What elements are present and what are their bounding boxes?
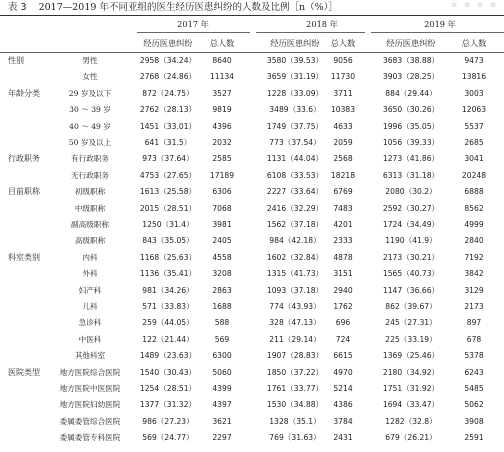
- dispute-count-cell: 986（27.23）: [142, 416, 194, 426]
- dispute-count-cell: 2015（28.51）: [139, 203, 197, 213]
- dispute-count-cell: 3489（33.6）: [269, 105, 321, 115]
- total-count-cell: 2568: [333, 154, 353, 164]
- total-count-cell: 2032: [212, 138, 232, 147]
- total-count-cell: 4397: [212, 400, 232, 410]
- total-count-cell: 2863: [212, 285, 232, 295]
- dispute-count-cell: 1489（23.63）: [139, 351, 197, 361]
- subgroup-label: 地方医院综合医院: [59, 367, 121, 377]
- total-count-cell: 3151: [333, 269, 353, 279]
- dispute-count-cell: 6108（33.53）: [266, 170, 324, 180]
- dispute-count-cell: 862（39.67）: [385, 302, 437, 311]
- total-count-cell: 588: [214, 318, 230, 328]
- total-count-cell: 4878: [333, 252, 353, 262]
- subgroup-label: 其他科室: [74, 351, 106, 361]
- subgroup-label: 中级职称: [74, 203, 106, 213]
- dispute-count-cell: 245（27.31）: [385, 318, 437, 328]
- total-count-cell: 2685: [464, 138, 484, 147]
- total-count-cell: 4633: [333, 121, 353, 131]
- year-header-2018: 2018 年: [306, 19, 338, 29]
- total-count-cell: 6769: [333, 187, 353, 197]
- total-count-cell: 5062: [464, 400, 484, 410]
- total-count-cell: 9473: [464, 56, 484, 65]
- dispute-count-cell: 1907（28.83）: [266, 351, 324, 361]
- total-count-cell: 3621: [212, 416, 232, 426]
- dispute-count-cell: 1273（41.86）: [382, 154, 440, 164]
- dispute-count-cell: 3683（38.88）: [382, 56, 440, 65]
- total-count-cell: 678: [466, 334, 482, 344]
- total-count-cell: 1688: [212, 302, 232, 311]
- dispute-count-cell: 1254（28.51）: [139, 384, 197, 393]
- dispute-count-cell: 1996（35.05）: [382, 121, 440, 131]
- total-count-cell: 18218: [330, 170, 356, 180]
- total-count-cell: 6300: [212, 351, 232, 361]
- total-count-cell: 3003: [464, 88, 484, 98]
- dispute-count-cell: 1613（25.58）: [139, 187, 197, 197]
- subgroup-label: 外科: [82, 269, 98, 279]
- subgroup-label: 儿科: [82, 302, 98, 311]
- total-count-cell: 20248: [461, 170, 487, 180]
- total-count-cell: 3981: [212, 220, 232, 229]
- col-header-disputes-2019: 经历医患纠纷: [386, 38, 436, 48]
- dispute-count-cell: 1168（25.63）: [139, 252, 197, 262]
- dispute-count-cell: 569（24.77）: [142, 433, 194, 443]
- dispute-count-cell: 6313（31.18）: [382, 170, 440, 180]
- subgroup-label: 40 ～ 49 岁: [69, 121, 111, 131]
- dispute-count-cell: 259（44.05）: [142, 318, 194, 328]
- total-count-cell: 3711: [333, 88, 353, 98]
- total-count-cell: 3527: [212, 88, 232, 98]
- dispute-count-cell: 1369（25.46）: [382, 351, 440, 361]
- total-count-cell: 4558: [212, 252, 232, 262]
- dispute-count-cell: 973（37.64）: [142, 154, 194, 164]
- total-count-cell: 11730: [330, 72, 356, 82]
- dispute-count-cell: 1250（31.4）: [142, 220, 194, 229]
- dispute-count-cell: 1328（35.1）: [269, 416, 321, 426]
- subgroup-label: 无行政职务: [71, 170, 109, 180]
- total-count-cell: 3129: [464, 285, 484, 295]
- total-count-cell: 897: [466, 318, 482, 328]
- subgroup-label: 副高级职称: [71, 220, 109, 229]
- subgroup-label: 50 岁及以上: [68, 138, 112, 147]
- dispute-count-cell: 3659（31.19）: [266, 72, 324, 82]
- dispute-count-cell: 4753（27.65）: [139, 170, 197, 180]
- dispute-count-cell: 2762（28.13）: [139, 105, 197, 115]
- dispute-count-cell: 225（33.19）: [385, 334, 437, 344]
- col-header-total-2019: 总人数: [461, 38, 487, 48]
- total-count-cell: 2173: [464, 302, 484, 311]
- dispute-count-cell: 211（29.14）: [269, 334, 321, 344]
- dispute-count-cell: 1694（33.47）: [382, 400, 440, 410]
- total-count-cell: 9056: [333, 56, 353, 65]
- dispute-count-cell: 1562（37.18）: [266, 220, 324, 229]
- category-label: 目前职称: [8, 187, 40, 197]
- total-count-cell: 5537: [464, 121, 484, 131]
- subgroup-label: 29 岁及以下: [68, 88, 112, 98]
- dispute-count-cell: 2592（30.27）: [382, 203, 440, 213]
- total-count-cell: 2585: [212, 154, 232, 164]
- dispute-count-cell: 1093（37.18）: [266, 285, 324, 295]
- top-rule: [0, 15, 504, 16]
- subgroup-label: 委属委管综合医院: [59, 416, 121, 426]
- total-count-cell: 5214: [333, 384, 353, 393]
- total-count-cell: 10383: [330, 105, 356, 115]
- total-count-cell: 696: [335, 318, 351, 328]
- subgroup-label: 地方医院中医医院: [59, 384, 121, 393]
- total-count-cell: 4396: [212, 121, 232, 131]
- total-count-cell: 7483: [333, 203, 353, 213]
- total-count-cell: 17189: [209, 170, 235, 180]
- table-caption: [8, 2, 338, 14]
- dispute-count-cell: 773（37.54）: [269, 138, 321, 147]
- col-header-disputes-2018: 经历医患纠纷: [270, 38, 320, 48]
- dispute-count-cell: 872（24.75）: [142, 88, 194, 98]
- total-count-cell: 8562: [464, 203, 484, 213]
- dispute-count-cell: 1540（30.43）: [139, 367, 197, 377]
- dispute-count-cell: 1190（41.9）: [385, 236, 437, 246]
- dispute-count-cell: 1724（34.49）: [382, 220, 440, 229]
- total-count-cell: 2297: [212, 433, 232, 443]
- subgroup-label: 内科: [82, 252, 98, 262]
- total-count-cell: 4201: [333, 220, 353, 229]
- year-underline-2018: [256, 32, 365, 33]
- total-count-cell: 2840: [464, 236, 484, 246]
- total-count-cell: 5378: [464, 351, 484, 361]
- total-count-cell: 2405: [212, 236, 232, 246]
- total-count-cell: 6243: [464, 367, 484, 377]
- category-label: 医院类型: [8, 367, 40, 377]
- total-count-cell: 4399: [212, 384, 232, 393]
- dispute-count-cell: 774（43.93）: [269, 302, 321, 311]
- total-count-cell: 3784: [333, 416, 353, 426]
- dispute-count-cell: 2416（32.29）: [266, 203, 324, 213]
- total-count-cell: 12063: [461, 105, 487, 115]
- col-header-total-2017: 总人数: [209, 38, 235, 48]
- subgroup-label: 高级职称: [74, 236, 106, 246]
- total-count-cell: 2591: [464, 433, 484, 443]
- total-count-cell: 4386: [333, 400, 353, 410]
- subgroup-label: 妇产科: [78, 285, 102, 295]
- subgroup-label: 初级职称: [74, 187, 106, 197]
- total-count-cell: 2059: [333, 138, 353, 147]
- dispute-count-cell: 571（33.83）: [142, 302, 194, 311]
- dispute-count-cell: 981（34.26）: [142, 285, 194, 295]
- dispute-count-cell: 328（47.13）: [269, 318, 321, 328]
- year-header-2017: 2017 年: [177, 19, 209, 29]
- total-count-cell: 3208: [212, 269, 232, 279]
- dispute-count-cell: 3580（39.53）: [266, 56, 324, 65]
- total-count-cell: 5060: [212, 367, 232, 377]
- total-count-cell: 7068: [212, 203, 232, 213]
- dispute-count-cell: 1530（34.88）: [266, 400, 324, 410]
- total-count-cell: 569: [214, 334, 230, 344]
- dispute-count-cell: 843（35.05）: [142, 236, 194, 246]
- total-count-cell: 6888: [464, 187, 484, 197]
- subgroup-label: 有行政职务: [71, 154, 109, 164]
- col-header-disputes-2017: 经历医患纠纷: [143, 38, 193, 48]
- watermark-icon: ▪ ▪ ▪ ▪: [451, 0, 498, 10]
- dispute-count-cell: 122（21.44）: [142, 334, 194, 344]
- dispute-count-cell: 3650（30.26）: [382, 105, 440, 115]
- dispute-count-cell: 3903（28.25）: [382, 72, 440, 82]
- total-count-cell: 8640: [212, 56, 232, 65]
- total-count-cell: 1762: [333, 302, 353, 311]
- dispute-count-cell: 2080（30.2）: [385, 187, 437, 197]
- total-count-cell: 7192: [464, 252, 484, 262]
- dispute-count-cell: 1602（32.84）: [266, 252, 324, 262]
- total-count-cell: 2431: [333, 433, 353, 443]
- total-count-cell: 5485: [464, 384, 484, 393]
- dispute-count-cell: 1751（31.92）: [382, 384, 440, 393]
- total-count-cell: 2940: [333, 285, 353, 295]
- year-underline-2017: [137, 32, 250, 33]
- subgroup-label: 地方医院妇幼医院: [59, 400, 121, 410]
- col-header-total-2018: 总人数: [330, 38, 356, 48]
- dispute-count-cell: 641（31.5）: [144, 138, 192, 147]
- table-number: 表 3: [8, 2, 27, 13]
- subgroup-label: 30 ～ 39 岁: [69, 105, 111, 115]
- table-title: 2017—2019 年不同亚组的医生经历医患纠纷的人数及比例［n（%）］: [38, 2, 338, 13]
- total-count-cell: 3041: [464, 154, 484, 164]
- subgroup-label: 男性: [82, 56, 98, 65]
- dispute-count-cell: 2958（34.24）: [139, 56, 197, 65]
- dispute-count-cell: 1131（44.04）: [266, 154, 324, 164]
- total-count-cell: 11134: [209, 72, 235, 82]
- dispute-count-cell: 1451（33.01）: [139, 121, 197, 131]
- subgroup-label: 委属委管专科医院: [59, 433, 121, 443]
- total-count-cell: 3908: [464, 416, 484, 426]
- dispute-count-cell: 1761（33.77）: [266, 384, 324, 393]
- total-count-cell: 6615: [333, 351, 353, 361]
- total-count-cell: 2333: [333, 236, 353, 246]
- dispute-count-cell: 1282（32.8）: [385, 416, 437, 426]
- dispute-count-cell: 1228（33.09）: [266, 88, 324, 98]
- total-count-cell: 4970: [333, 367, 353, 377]
- total-count-cell: 724: [335, 334, 351, 344]
- category-label: 行政职务: [8, 154, 40, 164]
- dispute-count-cell: 1377（31.32）: [139, 400, 197, 410]
- year-underline-2019: [371, 32, 504, 33]
- total-count-cell: 9819: [212, 105, 232, 115]
- header-rule: [0, 52, 504, 53]
- category-label: 性别: [8, 56, 24, 65]
- dispute-count-cell: 2227（33.64）: [266, 187, 324, 197]
- total-count-cell: 3842: [464, 269, 484, 279]
- dispute-count-cell: 1850（37.22）: [266, 367, 324, 377]
- dispute-count-cell: 2768（24.86）: [139, 72, 197, 82]
- dispute-count-cell: 1056（39.33）: [382, 138, 440, 147]
- total-count-cell: 13816: [461, 72, 487, 82]
- dispute-count-cell: 679（26.21）: [385, 433, 437, 443]
- dispute-count-cell: 1147（36.66）: [382, 285, 440, 295]
- category-label: 科室类别: [8, 252, 40, 262]
- dispute-count-cell: 984（42.18）: [269, 236, 321, 246]
- total-count-cell: 4999: [464, 220, 484, 229]
- subgroup-label: 中医科: [78, 334, 102, 344]
- dispute-count-cell: 2180（34.92）: [382, 367, 440, 377]
- dispute-count-cell: 884（29.44）: [385, 88, 437, 98]
- dispute-count-cell: 2173（30.21）: [382, 252, 440, 262]
- subgroup-label: 急诊科: [78, 318, 102, 328]
- dispute-count-cell: 769（31.63）: [269, 433, 321, 443]
- category-label: 年龄分类: [8, 88, 40, 98]
- dispute-count-cell: 1136（35.41）: [139, 269, 197, 279]
- total-count-cell: 6306: [212, 187, 232, 197]
- dispute-count-cell: 1749（37.75）: [266, 121, 324, 131]
- dispute-count-cell: 1565（40.73）: [382, 269, 440, 279]
- subgroup-label: 女性: [82, 72, 98, 82]
- dispute-count-cell: 1315（41.73）: [266, 269, 324, 279]
- year-header-2019: 2019 年: [424, 19, 456, 29]
